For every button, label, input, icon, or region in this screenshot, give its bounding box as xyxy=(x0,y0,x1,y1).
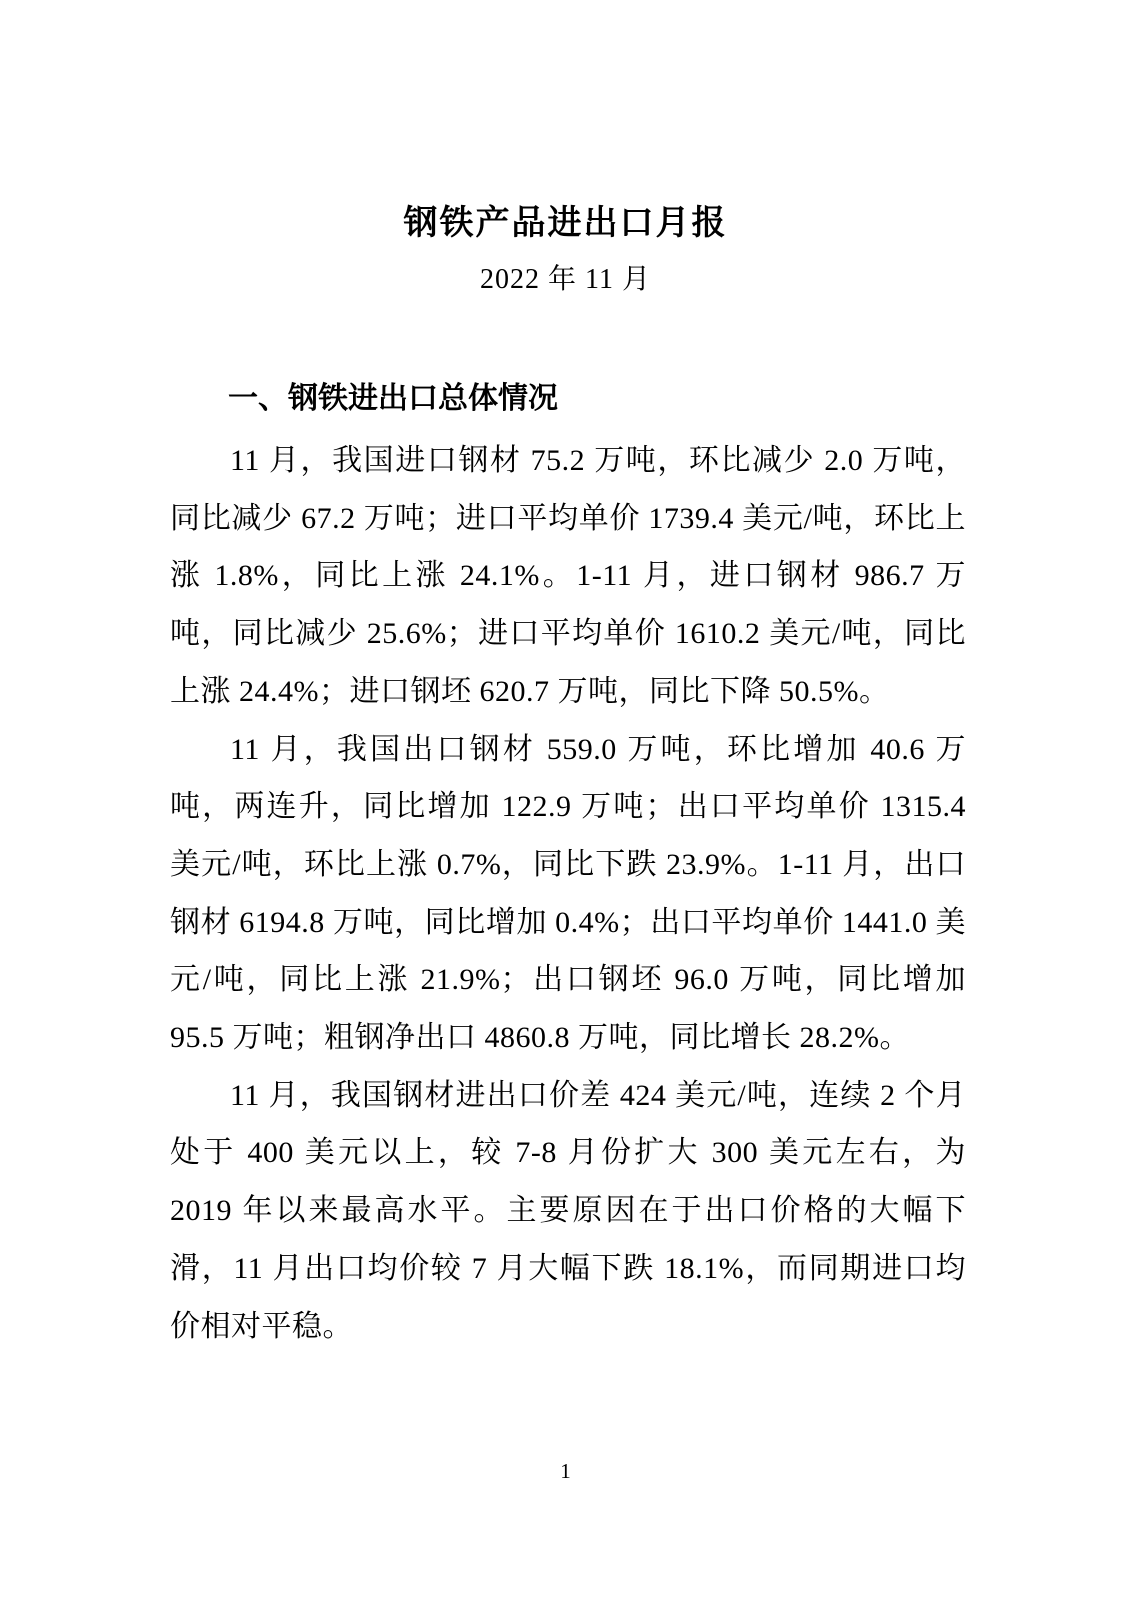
paragraph-price-gap: 11 月，我国钢材进出口价差 424 美元/吨，连续 2 个月处于 400 美元以上，较 7-8 月份扩大 300 美元左右，为 2019 年以来最高水平。主要原因在于出口价格的大幅下滑，11 月出口均价较 7 月大幅下跌 18.1%，而同期进口均价相对平稳。 xyxy=(170,1078,966,1343)
document-body xyxy=(170,432,966,1355)
paragraph-import-overview: 11 月，我国进口钢材 75.2 万吨，环比减少 2.0 万吨，同比减少 67.2 万吨；进口平均单价 1739.4 美元/吨，环比上涨 1.8%，同比上涨 24.1%。1-11 月，进口钢材 986.7 万吨，同比减少 25.6%；进口平均单价 1610.2 美元/吨，同比上涨 24.4%；进口钢坯 620.7 万吨，同比下降 50.5%。 xyxy=(170,444,966,708)
page-number: 1 xyxy=(560,1459,571,1483)
paragraph-export-overview: 11 月，我国出口钢材 559.0 万吨，环比增加 40.6 万吨，两连升，同比增加 122.9 万吨；出口平均单价 1315.4 美元/吨，环比上涨 0.7%，同比下跌 23.9%。1-11 月，出口钢材 6194.8 万吨，同比增加 0.4%；出口平均单价 1441.0 美元/吨，同比上涨 21.9%；出口钢坯 96.0 万吨，同比增加 95.5 万吨；粗钢净出口 4860.8 万吨，同比增长 28.2%。 xyxy=(170,732,966,1055)
document-title: 钢铁产品进出口月报 xyxy=(403,205,728,242)
section-heading: 一、钢铁进出口总体情况 xyxy=(228,382,558,415)
document-subtitle: 2022 年 11 月 xyxy=(480,264,651,295)
